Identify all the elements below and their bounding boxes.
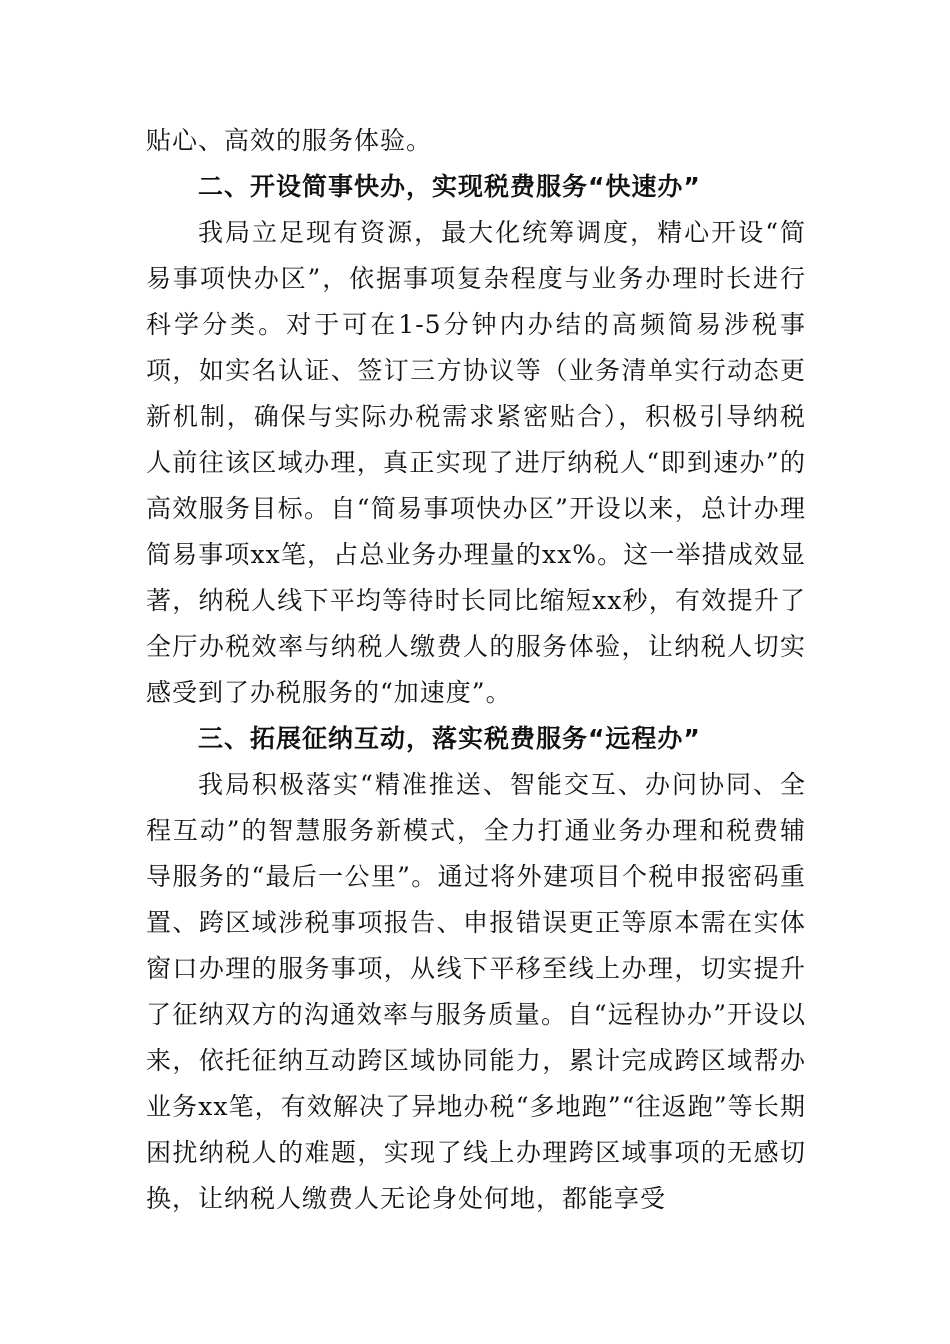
section-heading-2: 二、开设简事快办，实现税费服务“快速办”	[198, 172, 701, 201]
document-body	[146, 118, 806, 1222]
continuation-paragraph: 贴心、高效的服务体验。	[146, 126, 433, 155]
body-paragraph-3: 我局积极落实“精准推送、智能交互、办问协同、全程互动”的智慧服务新模式，全力打通业务办理和税费辅导服务的“最后一公里”。通过将外建项目个税申报密码重置、跨区域涉税事项报告、申报错误更正等原本需在实体窗口办理的服务事项，从线下平移至线上办理，切实提升了征纳双方的沟通效率与服务质量。自“远程协办”开设以来，依托征纳互动跨区域协同能力，累计完成跨区域帮办业务xx笔，有效解决了异地办税“多地跑”“往返跑”等长期困扰纳税人的难题，实现了线上办理跨区域事项的无感切换，让纳税人缴费人无论身处何地，都能享受	[146, 770, 806, 1213]
section-heading-3: 三、拓展征纳互动，落实税费服务“远程办”	[198, 724, 701, 753]
body-paragraph-2: 我局立足现有资源，最大化统筹调度，精心开设“简易事项快办区”，依据事项复杂程度与业务办理时长进行科学分类。对于可在1-5分钟内办结的高频简易涉税事项，如实名认证、签订三方协议等（业务清单实行动态更新机制，确保与实际办税需求紧密贴合），积极引导纳税人前往该区域办理，真正实现了进厅纳税人“即到速办”的高效服务目标。自“简易事项快办区”开设以来，总计办理简易事项xx笔，占总业务办理量的xx%。这一举措成效显著，纳税人线下平均等待时长同比缩短xx秒，有效提升了全厅办税效率与纳税人缴费人的服务体验，让纳税人切实感受到了办税服务的“加速度”。	[146, 218, 806, 707]
